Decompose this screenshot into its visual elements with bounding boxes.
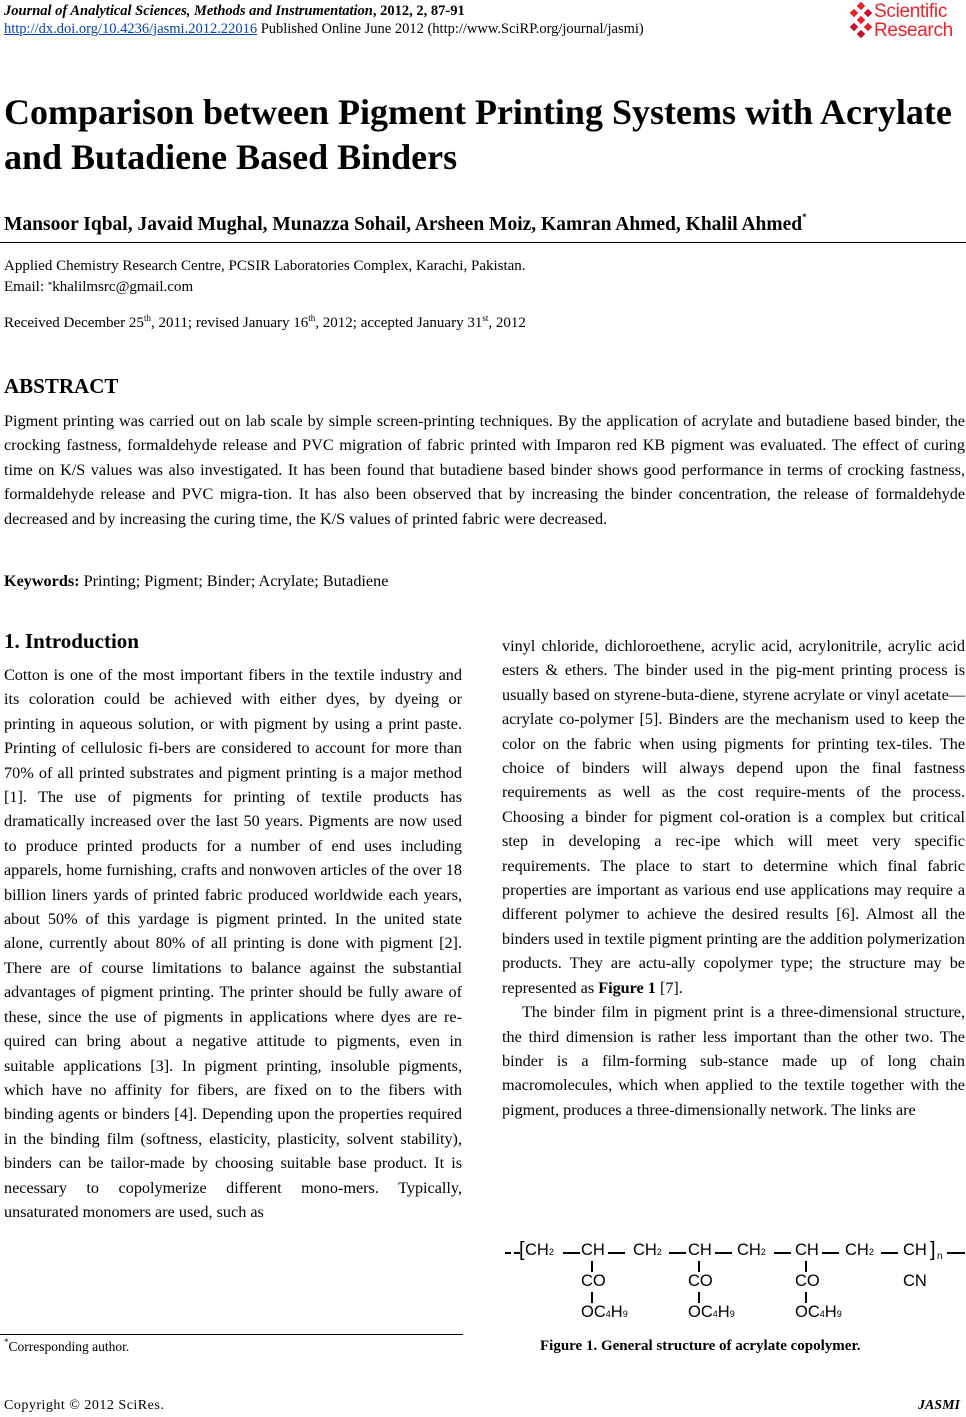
section-heading-introduction: 1. Introduction xyxy=(4,629,139,653)
backbone-bond xyxy=(608,1252,625,1254)
doi-link[interactable]: http://dx.doi.org/10.4236/jasmi.2012.22016 xyxy=(4,21,258,37)
chain-end-bond xyxy=(947,1252,965,1254)
backbone-ch: CH xyxy=(903,1241,927,1259)
logo-text: Scientific Research xyxy=(874,1,953,41)
side-co: CO xyxy=(795,1272,820,1290)
backbone-bond xyxy=(563,1252,580,1254)
figure-1-structure xyxy=(505,1236,965,1330)
affiliation-block xyxy=(4,256,526,298)
scientific-research-logo xyxy=(848,2,966,44)
backbone-ch: CH xyxy=(581,1241,605,1259)
repeat-unit-n: n xyxy=(937,1251,943,1262)
intro-paragraph-1: Cotton is one of the most important fibers in the textile industry and its coloration could be achieved with either dyes, by dyeing or printing in aqueous solution, or with pigment by using a print paste. Printing of cellulosic fi-bers are considered to account for more than 70% of all printed substrates and pigment printing is a major method [1]. The use of pigments for printing of textile products has dramatically increased over the last 50 years. Pigments are now used to produce printed products for a number of end uses including apparels, home furnishing, crafts and nonwoven articles of the over 18 billion liners yards of printed fabric produced worldwide each years, about 50% of this yardage is pigment printed. In the united state alone, currently about 80% of all printing is done with pigment [2]. There are of course limitations to balance against the substantial advantages of pigment printing. The printer should be fully aware of these, since the use of pigments in applications where dyes are re-quired can bring about a negative attitude to pigments, even in suitable applications [3]. In pigment printing, insoluble pigments, which have no affinity for fibers, are fixed on to the fibers with binding agents or binders [4]. Depending upon the properties required in the binding film (softness, elasticity, plasticity, solvent stability), binders can be tailor-made by choosing suitable base product. It is necessary to copolymerize different mono-mers. Typically, unsaturated monomers are used, such as xyxy=(4,666,462,1221)
paper-title: Comparison between Pigment Printing Systems with Acrylate and Butadiene Based Binders xyxy=(4,92,952,177)
chain-end-bond xyxy=(505,1252,511,1254)
side-oc4h9: OC4H9 xyxy=(581,1303,628,1321)
side-oc4h9: OC4H9 xyxy=(688,1303,735,1321)
published-note: Published Online June 2012 (http://www.SciRP.org/journal/jasmi) xyxy=(257,21,644,37)
journal-abbreviation: JASMI xyxy=(917,1398,960,1413)
backbone-bond xyxy=(881,1252,898,1254)
side-co: CO xyxy=(688,1272,713,1290)
side-cn: CN xyxy=(903,1272,927,1290)
copyright-notice: Copyright © 2012 SciRes. xyxy=(4,1398,165,1413)
keywords-label: Keywords: xyxy=(4,572,80,590)
side-bond xyxy=(698,1292,700,1303)
intro-paragraph-2: The binder film in pigment print is a three-dimensional structure, the third dimension is rather less important than the other two. The binder is a film-forming sub-stance made up of long chain macromolecules, which when applied to the textile together with the pigment, produces a three-dimensionally network. The links are xyxy=(502,1003,965,1119)
bracket-close: ] xyxy=(930,1239,936,1261)
side-co: CO xyxy=(581,1272,606,1290)
email-address[interactable]: khalilmsrc@gmail.com xyxy=(52,279,194,295)
affiliation: Applied Chemistry Research Centre, PCSIR Laboratories Complex, Karachi, Pakistan. xyxy=(4,258,526,274)
backbone-ch2: CH2 xyxy=(633,1241,662,1259)
intro-left-column xyxy=(4,663,462,1224)
side-oc4h9: OC4H9 xyxy=(795,1303,842,1321)
backbone-bond xyxy=(822,1252,839,1254)
side-bond xyxy=(805,1261,807,1272)
backbone-bond xyxy=(715,1252,732,1254)
backbone-ch: CH xyxy=(688,1241,712,1259)
footnote-divider xyxy=(0,1334,463,1335)
backbone-bond xyxy=(774,1252,791,1254)
figure-1-reference[interactable]: Figure 1 xyxy=(598,978,656,997)
abstract-text: Pigment printing was carried out on lab scale by simple screen-printing techniques. By the application of acrylate and butadiene based binder, the crocking fastness, formaldehyde release and PVC migration of fabric printed with Imparon red KB pigment was evaluated. The effect of curing time on K/S values was also investigated. It has been found that butadiene based binder shows good performance in terms of crocking fastness, formaldehyde release and PVC migra-tion. It has also been observed that by increasing the binder concentration, the release of formaldehyde decreased and by increasing the curing time, the K/S values of printed fabric were decreased. xyxy=(4,412,965,528)
side-bond xyxy=(591,1292,593,1303)
side-bond xyxy=(805,1292,807,1303)
title-divider xyxy=(0,242,966,243)
intro-paragraph-continued: vinyl chloride, dichloroethene, acrylic acid, acrylonitrile, acrylic acid esters & ethers. The binder used in the pig-ment printing process is usually based on styrene-buta-diene, styrene acrylate or vinyl acetate—acrylate co-polymer [5]. Binders are the mechanism used to keep the color on the fabric when using pigments for printing tex-tiles. The choice of binders will always depend upon the final fastness requirements as well as the cost require-ments of the process. Choosing a binder for pigment col-oration is a complex but critical step in developing a rec-ipe which will meet very specific requirements. The place to start to determine which final fabric properties are important as various end use applications may require a different polymer to achieve the desired results [6]. Almost all the binders used in textile pigment printing are the addition polymerization products. They are actu-ally copolymer type; the structure may be represented as Figure 1 [7]. xyxy=(502,637,965,997)
bracket-open: [ xyxy=(519,1239,525,1261)
footnote-corresponding-author: *Corresponding author. xyxy=(4,1337,130,1354)
logo-mark-icon xyxy=(848,2,876,42)
backbone-ch2: CH2 xyxy=(845,1241,874,1259)
journal-issue: , 2012, 2, 87-91 xyxy=(372,3,465,19)
backbone-ch2: CH2 xyxy=(737,1241,766,1259)
keywords-list: Printing; Pigment; Binder; Acrylate; Butadiene xyxy=(79,572,389,590)
figure-1-caption: Figure 1. General structure of acrylate copolymer. xyxy=(540,1338,861,1354)
author-list: Mansoor Iqbal, Javaid Mughal, Munazza Sohail, Arsheen Moiz, Kamran Ahmed, Khalil Ahmed* xyxy=(4,212,807,235)
backbone-ch: CH xyxy=(795,1241,819,1259)
received-dates: Received December 25th, 2011; revised January 16th, 2012; accepted January 31st, 2012 xyxy=(4,313,526,331)
journal-name: Journal of Analytical Sciences, Methods and Instrumentation, 2012, 2, 87-91 xyxy=(4,3,465,19)
backbone-ch2: CH2 xyxy=(525,1241,554,1259)
doi-line xyxy=(4,21,644,38)
intro-right-column xyxy=(502,634,965,1122)
side-bond xyxy=(698,1261,700,1272)
backbone-bond xyxy=(669,1252,686,1254)
abstract-heading: ABSTRACT xyxy=(4,374,119,398)
side-bond xyxy=(591,1261,593,1272)
keywords-line xyxy=(4,572,388,591)
email-line: Email: *khalilmsrc@gmail.com xyxy=(4,279,194,295)
